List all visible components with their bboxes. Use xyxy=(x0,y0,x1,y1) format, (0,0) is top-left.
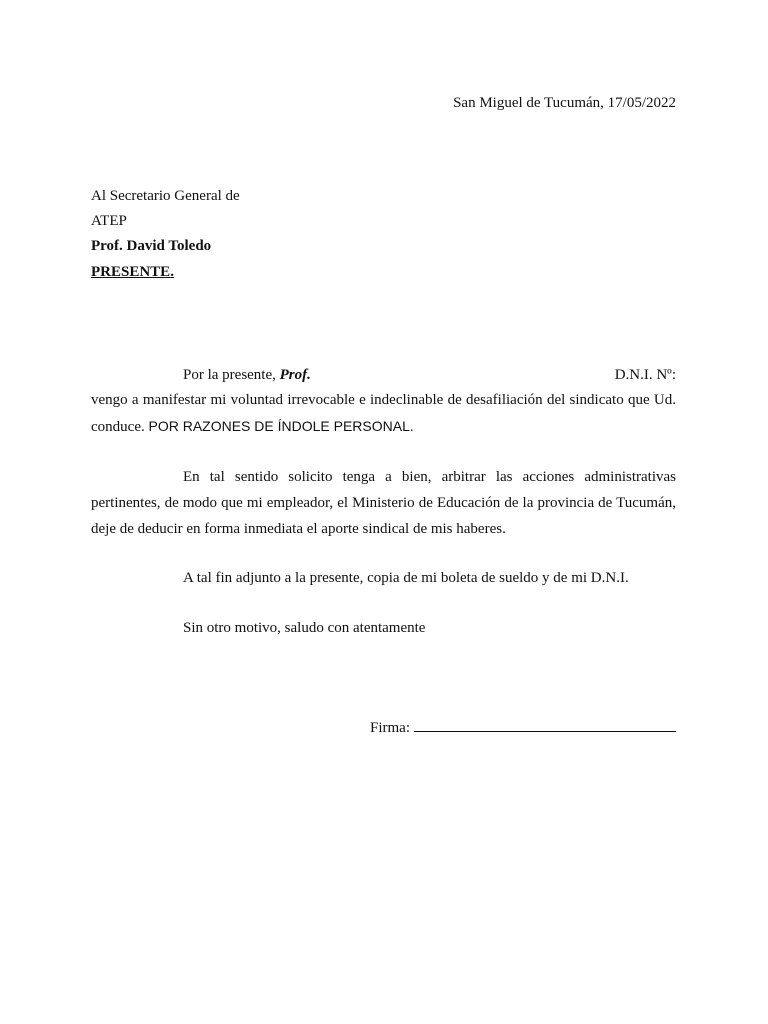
signature-label: Firma: xyxy=(370,720,410,736)
place-and-date: San Miguel de Tucumán, 17/05/2022 xyxy=(453,95,676,111)
paragraph-4-text: Sin otro motivo, saludo con atentamente xyxy=(183,620,426,636)
paragraph-1-lead xyxy=(183,365,311,385)
addressee-title: Al Secretario General de xyxy=(91,188,240,204)
addressee-presente xyxy=(91,262,174,282)
addressee-name: Prof. David Toledo xyxy=(91,238,212,254)
paragraph-1-lead-text: Por la presente, xyxy=(183,367,280,383)
presente-period: . xyxy=(170,264,174,280)
addressee-organization: ATEP xyxy=(91,213,127,229)
paragraph-1-rest-a: vengo a manifestar mi voluntad irrevocable e indeclinable de desafiliación del sindicato que Ud. conduce. xyxy=(91,392,676,435)
paragraph-1-rest-b: POR RAZONES DE ÍNDOLE PERSONAL. xyxy=(148,418,414,434)
paragraph-3 xyxy=(91,565,676,591)
paragraph-4 xyxy=(91,615,676,641)
paragraph-3-text: A tal fin adjunto a la presente, copia de mi boleta de sueldo y de mi D.N.I. xyxy=(183,570,629,586)
paragraph-1-dni-label: D.N.I. Nº: xyxy=(614,367,676,383)
signature-block xyxy=(370,716,676,738)
presente-text: PRESENTE xyxy=(91,264,171,280)
paragraph-1-prof: Prof. xyxy=(279,367,311,383)
paragraph-2-text: En tal sentido solicito tenga a bien, arbitrar las acciones administrativas pertinentes, de modo que mi empleador, el Ministerio de Educación de la provincia de Tucumán, deje de deducir en forma inmediata el aporte sindical de mis haberes. xyxy=(91,469,676,537)
paragraph-1-first-line xyxy=(91,365,676,385)
signature-line xyxy=(414,716,676,732)
paragraph-1-body xyxy=(91,387,676,440)
paragraph-2 xyxy=(91,464,676,542)
